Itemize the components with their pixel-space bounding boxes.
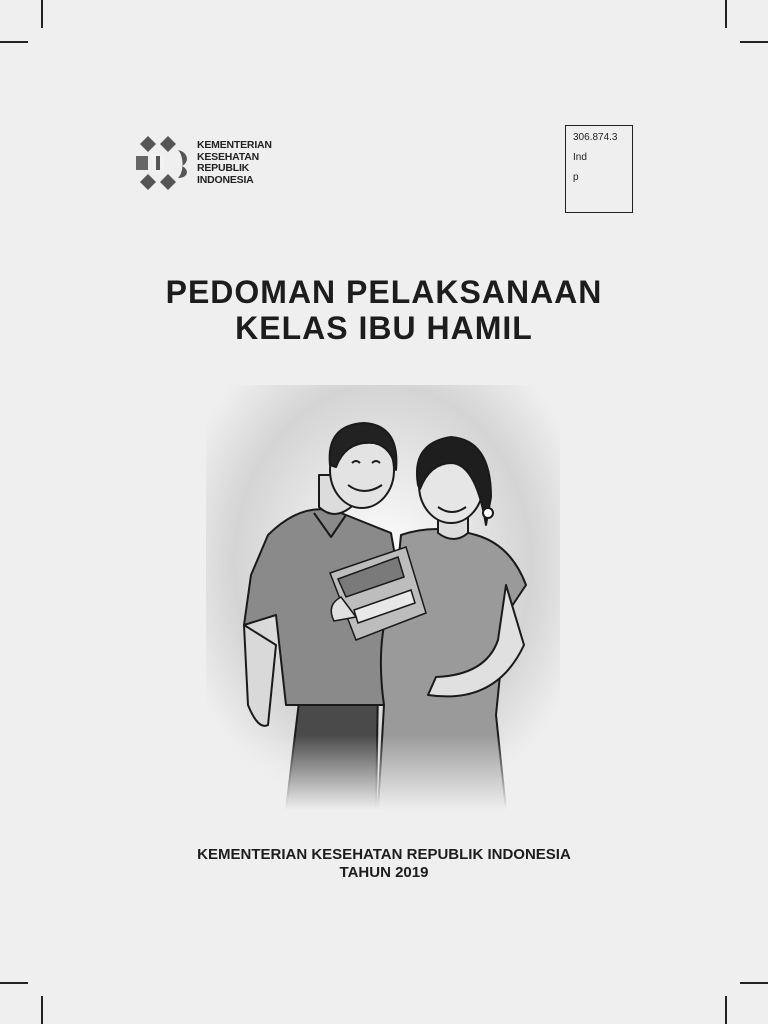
crop-mark-top-left-vertical: [41, 0, 43, 28]
crop-mark-top-left-horizontal: [0, 41, 28, 43]
crop-mark-bottom-left-vertical: [41, 996, 43, 1024]
title-line-1: PEDOMAN PELAKSANAAN: [165, 274, 603, 310]
ministry-logo: [134, 132, 294, 194]
ministry-name-line-1: KEMENTERIAN: [197, 139, 272, 151]
document-title: [0, 274, 768, 346]
ministry-name: [197, 140, 272, 186]
call-number-box: [565, 125, 633, 213]
illustration-fade: [206, 735, 560, 810]
crop-mark-bottom-left-horizontal: [0, 982, 28, 984]
call-number-language: Ind: [573, 152, 587, 163]
call-number-classification: 306.874.3: [573, 132, 618, 143]
publication-year: TAHUN 2019: [339, 864, 429, 881]
crop-mark-top-right-vertical: [725, 0, 727, 28]
kemenkes-logo-icon: [134, 132, 190, 194]
crop-mark-bottom-right-horizontal: [740, 982, 768, 984]
publisher-name: KEMENTERIAN KESEHATAN REPUBLIK INDONESIA: [197, 846, 571, 863]
call-number-cutter: p: [573, 172, 579, 183]
crop-mark-top-right-horizontal: [740, 41, 768, 43]
crop-mark-bottom-right-vertical: [725, 996, 727, 1024]
ministry-name-line-2: KESEHATAN: [197, 150, 259, 163]
cover-illustration: [206, 385, 560, 810]
ministry-name-line-4: INDONESIA: [197, 173, 254, 186]
ministry-name-line-3: REPUBLIK: [197, 162, 250, 174]
title-line-2: KELAS IBU HAMIL: [235, 310, 533, 346]
publisher-block: [0, 846, 768, 882]
